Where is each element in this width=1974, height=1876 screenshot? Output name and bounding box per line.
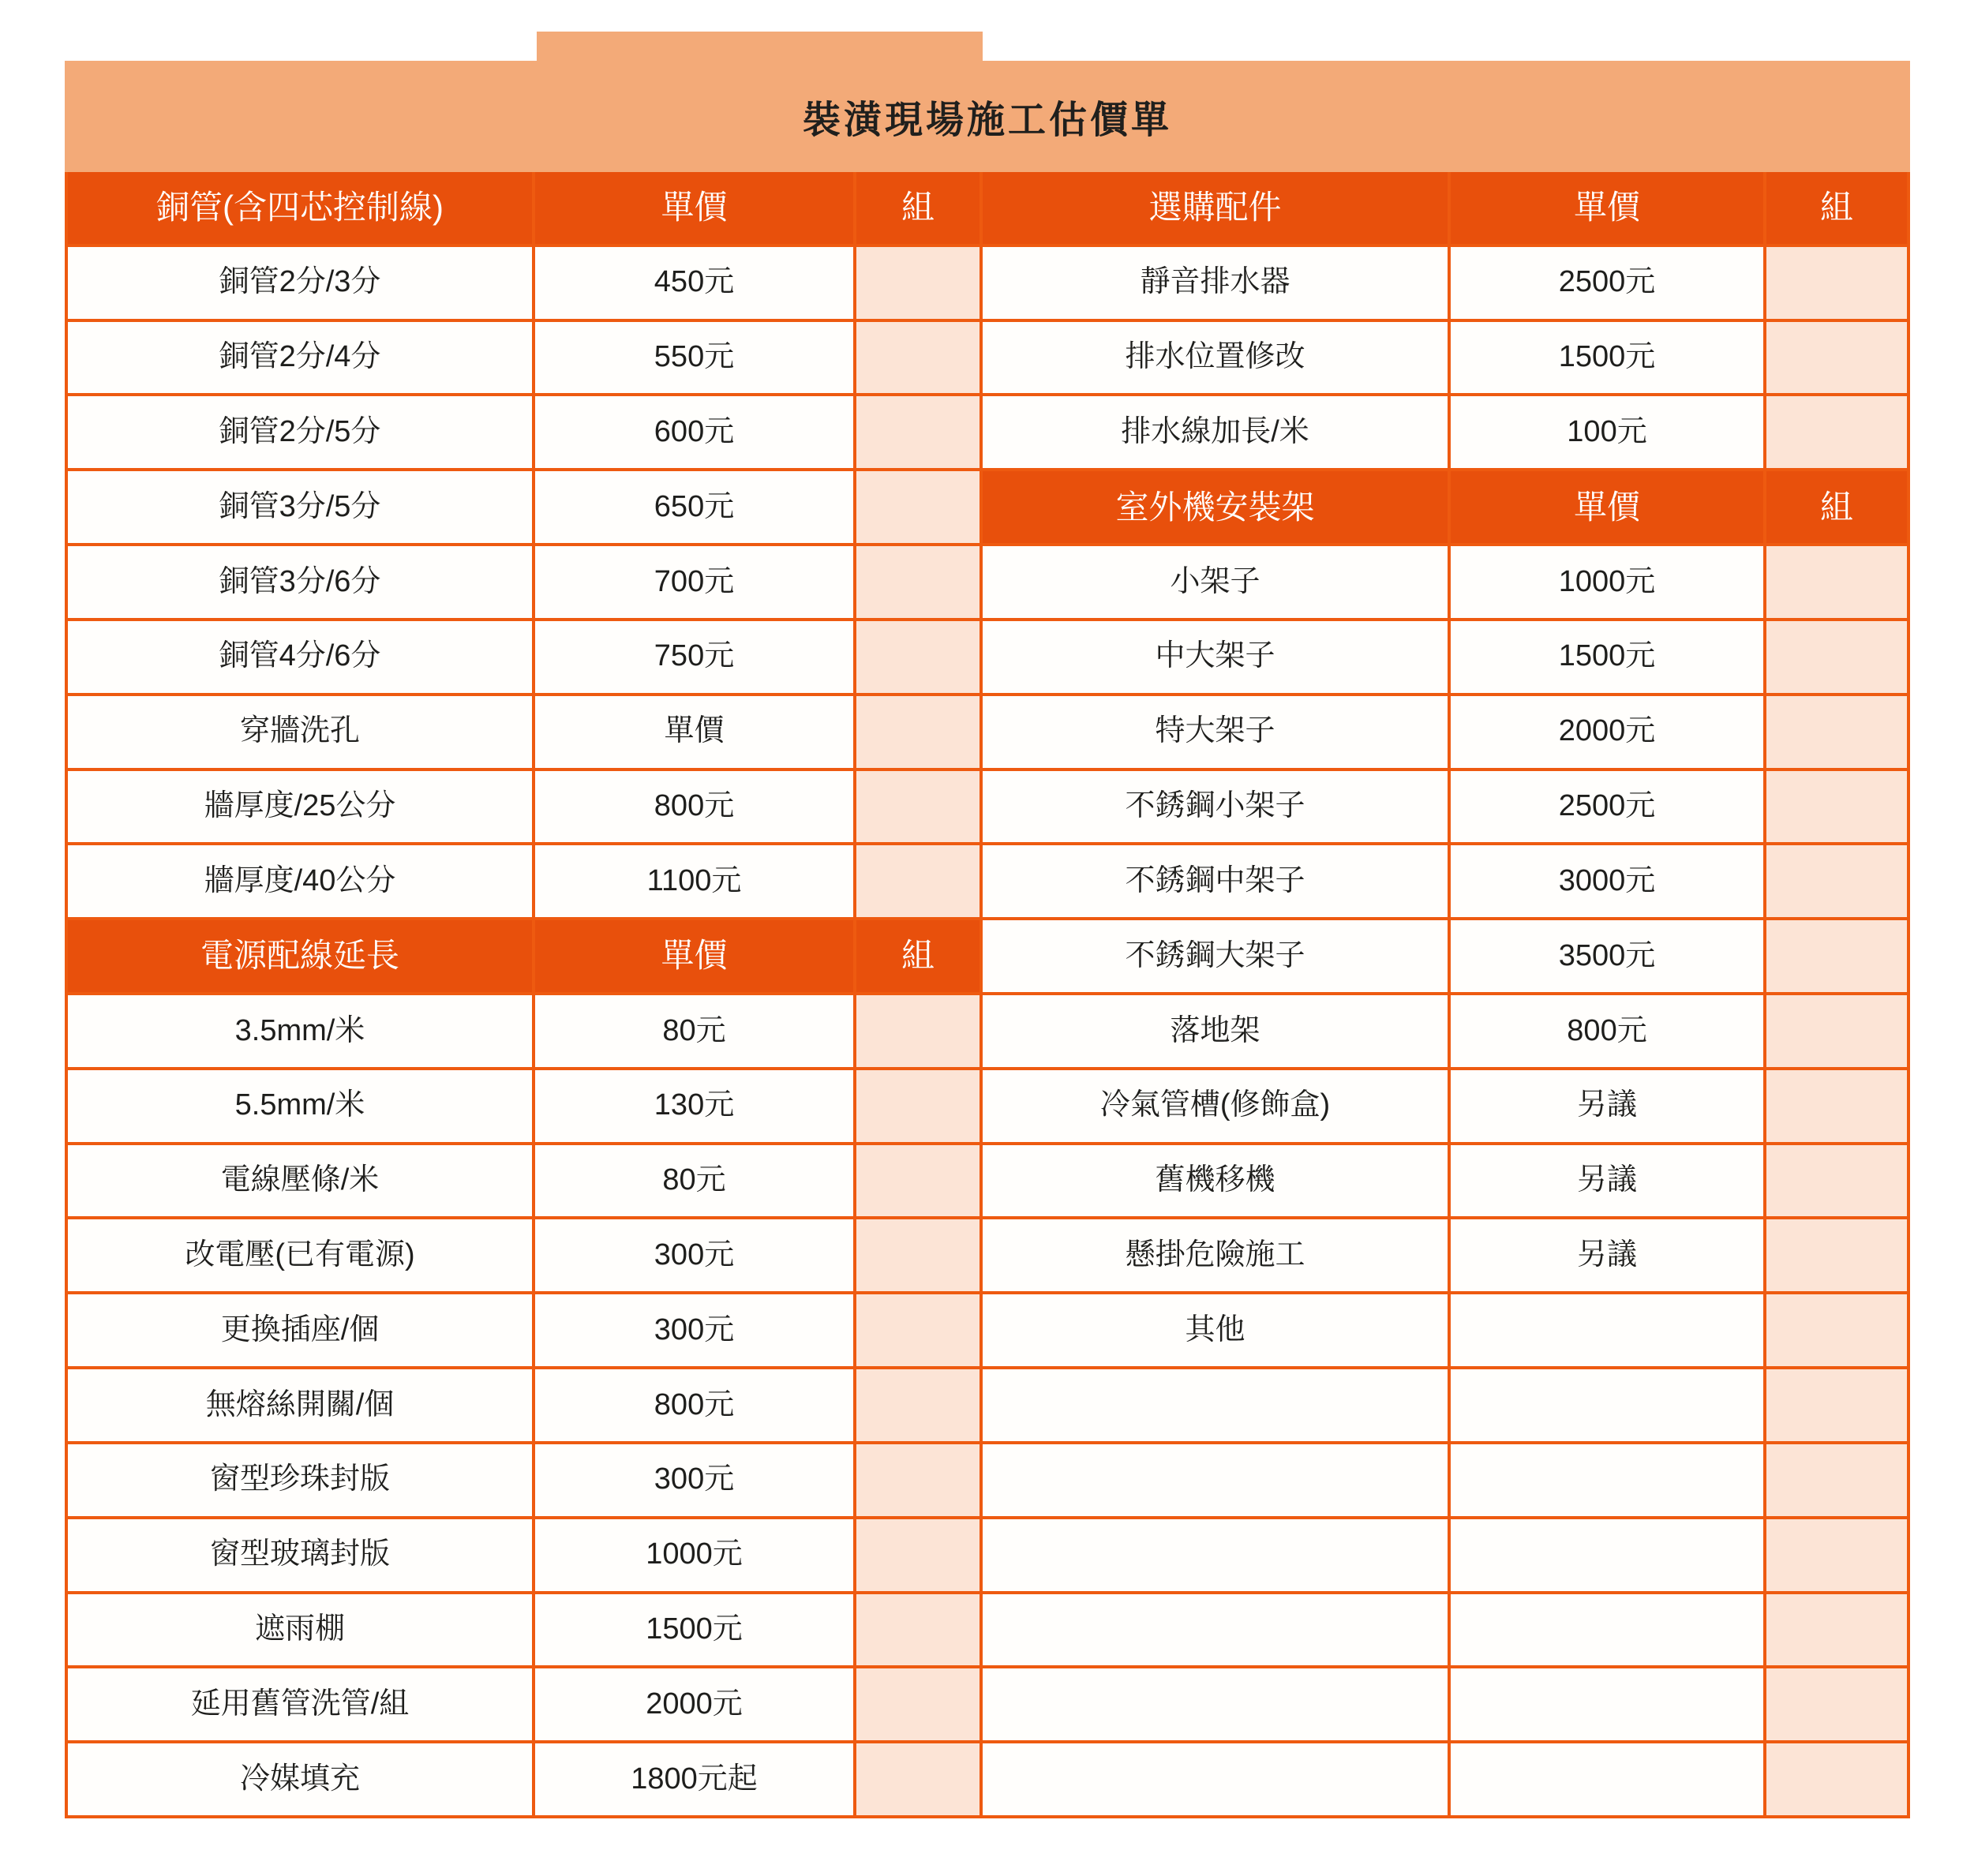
group-cell (1766, 771, 1907, 843)
table-cell: 3.5mm/米 (68, 995, 532, 1067)
table-cell: 無熔絲開關/個 (68, 1369, 532, 1441)
table-cell: 5.5mm/米 (68, 1070, 532, 1142)
group-cell (1766, 1369, 1907, 1441)
table-cell: 中大架子 (983, 621, 1448, 693)
group-cell (1766, 696, 1907, 768)
group-cell (1766, 1594, 1907, 1666)
group-cell (856, 1594, 980, 1666)
table-cell: 銅管2分/3分 (68, 247, 532, 319)
table-cell: 舊機移機 (983, 1145, 1448, 1217)
group-cell (856, 771, 980, 843)
section-header-cell: 電源配線延長 (68, 920, 532, 992)
group-cell (856, 1369, 980, 1441)
table-cell: 600元 (535, 396, 853, 468)
table-cell: 靜音排水器 (983, 247, 1448, 319)
table-cell (983, 1369, 1448, 1441)
table-cell: 1000元 (1451, 546, 1763, 618)
table-cell: 銅管3分/5分 (68, 471, 532, 543)
group-cell (856, 621, 980, 693)
table-cell: 700元 (535, 546, 853, 618)
table-cell (983, 1444, 1448, 1516)
table-cell: 不銹鋼中架子 (983, 845, 1448, 917)
table-cell: 排水位置修改 (983, 322, 1448, 394)
table-cell: 另議 (1451, 1219, 1763, 1291)
table-cell: 80元 (535, 1145, 853, 1217)
group-cell (1766, 396, 1907, 468)
group-cell (856, 1294, 980, 1366)
group-cell (1766, 1070, 1907, 1142)
group-cell (1766, 845, 1907, 917)
group-cell (856, 247, 980, 319)
table-cell: 單價 (535, 696, 853, 768)
group-cell (856, 322, 980, 394)
table-cell: 不銹鋼小架子 (983, 771, 1448, 843)
group-cell (1766, 247, 1907, 319)
table-cell (983, 1519, 1448, 1591)
table-cell: 2000元 (535, 1668, 853, 1740)
group-cell (1766, 621, 1907, 693)
table-cell: 550元 (535, 322, 853, 394)
group-cell (1766, 322, 1907, 394)
table-cell (1451, 1743, 1763, 1815)
table-cell: 銅管2分/5分 (68, 396, 532, 468)
table-cell: 1800元起 (535, 1743, 853, 1815)
page-title: 裝潢現場施工估價單 (802, 99, 1172, 141)
table-cell: 1000元 (535, 1519, 853, 1591)
group-cell (1766, 1294, 1907, 1366)
table-cell: 800元 (1451, 995, 1763, 1067)
table-cell: 80元 (535, 995, 853, 1067)
group-cell (856, 1519, 980, 1591)
table-cell: 2500元 (1451, 771, 1763, 843)
table-cell (1451, 1294, 1763, 1366)
group-cell (856, 1070, 980, 1142)
group-cell (1766, 546, 1907, 618)
table-cell: 3500元 (1451, 920, 1763, 992)
section-header-cell: 單價 (535, 920, 853, 992)
section-header-cell: 組 (856, 920, 980, 992)
group-cell (856, 845, 980, 917)
table-cell: 牆厚度/25公分 (68, 771, 532, 843)
title-band (65, 61, 1910, 172)
group-cell (856, 1219, 980, 1291)
table-cell: 2000元 (1451, 696, 1763, 768)
table-cell: 改電壓(已有電源) (68, 1219, 532, 1291)
table-cell: 落地架 (983, 995, 1448, 1067)
table-cell: 更換插座/個 (68, 1294, 532, 1366)
group-cell (856, 995, 980, 1067)
group-cell (856, 471, 980, 543)
table-cell: 1100元 (535, 845, 853, 917)
table-cell: 銅管4分/6分 (68, 621, 532, 693)
table-cell (983, 1594, 1448, 1666)
table-cell: 1500元 (1451, 322, 1763, 394)
table-cell: 不銹鋼大架子 (983, 920, 1448, 992)
table-cell: 450元 (535, 247, 853, 319)
table-cell: 銅管3分/6分 (68, 546, 532, 618)
table-cell: 300元 (535, 1444, 853, 1516)
group-cell (856, 1743, 980, 1815)
table-cell: 2500元 (1451, 247, 1763, 319)
table-cell: 排水線加長/米 (983, 396, 1448, 468)
group-cell (1766, 995, 1907, 1067)
group-cell (856, 396, 980, 468)
table-cell: 300元 (535, 1219, 853, 1291)
table-cell: 1500元 (1451, 621, 1763, 693)
table-cell: 800元 (535, 771, 853, 843)
table-cell: 冷媒填充 (68, 1743, 532, 1815)
table-cell (1451, 1668, 1763, 1740)
table-cell (1451, 1369, 1763, 1441)
group-cell (856, 1444, 980, 1516)
table-cell: 其他 (983, 1294, 1448, 1366)
section-header-cell: 單價 (1451, 471, 1763, 543)
table-cell: 冷氣管槽(修飾盒) (983, 1070, 1448, 1142)
group-cell (1766, 920, 1907, 992)
table-cell: 小架子 (983, 546, 1448, 618)
table-cell: 800元 (535, 1369, 853, 1441)
table-cell: 3000元 (1451, 845, 1763, 917)
group-cell (856, 1145, 980, 1217)
table-cell (983, 1743, 1448, 1815)
table-cell: 窗型玻璃封版 (68, 1519, 532, 1591)
table-cell: 延用舊管洗管/組 (68, 1668, 532, 1740)
section-header-cell: 選購配件 (983, 172, 1448, 244)
group-cell (856, 696, 980, 768)
table-cell: 1500元 (535, 1594, 853, 1666)
table-cell: 穿牆洗孔 (68, 696, 532, 768)
group-cell (1766, 1519, 1907, 1591)
group-cell (856, 546, 980, 618)
table-cell (1451, 1594, 1763, 1666)
table-cell: 130元 (535, 1070, 853, 1142)
table-cell (1451, 1444, 1763, 1516)
table-cell: 特大架子 (983, 696, 1448, 768)
section-header-cell: 單價 (1451, 172, 1763, 244)
table-cell (1451, 1519, 1763, 1591)
table-cell: 650元 (535, 471, 853, 543)
table-cell: 另議 (1451, 1070, 1763, 1142)
group-cell (1766, 1145, 1907, 1217)
table-cell: 懸掛危險施工 (983, 1219, 1448, 1291)
group-cell (1766, 1743, 1907, 1815)
table-cell: 電線壓條/米 (68, 1145, 532, 1217)
table-cell: 銅管2分/4分 (68, 322, 532, 394)
table-cell: 另議 (1451, 1145, 1763, 1217)
group-cell (1766, 1219, 1907, 1291)
section-header-cell: 組 (856, 172, 980, 244)
section-header-cell: 室外機安裝架 (983, 471, 1448, 543)
section-header-cell: 銅管(含四芯控制線) (68, 172, 532, 244)
table-cell: 300元 (535, 1294, 853, 1366)
group-cell (856, 1668, 980, 1740)
section-header-cell: 單價 (535, 172, 853, 244)
section-header-cell: 組 (1766, 471, 1907, 543)
table-cell: 750元 (535, 621, 853, 693)
estimate-grid (65, 172, 1910, 1818)
section-header-cell: 組 (1766, 172, 1907, 244)
table-cell: 牆厚度/40公分 (68, 845, 532, 917)
group-cell (1766, 1444, 1907, 1516)
table-cell: 100元 (1451, 396, 1763, 468)
table-cell (983, 1668, 1448, 1740)
table-cell: 遮雨棚 (68, 1594, 532, 1666)
table-cell: 窗型珍珠封版 (68, 1444, 532, 1516)
group-cell (1766, 1668, 1907, 1740)
